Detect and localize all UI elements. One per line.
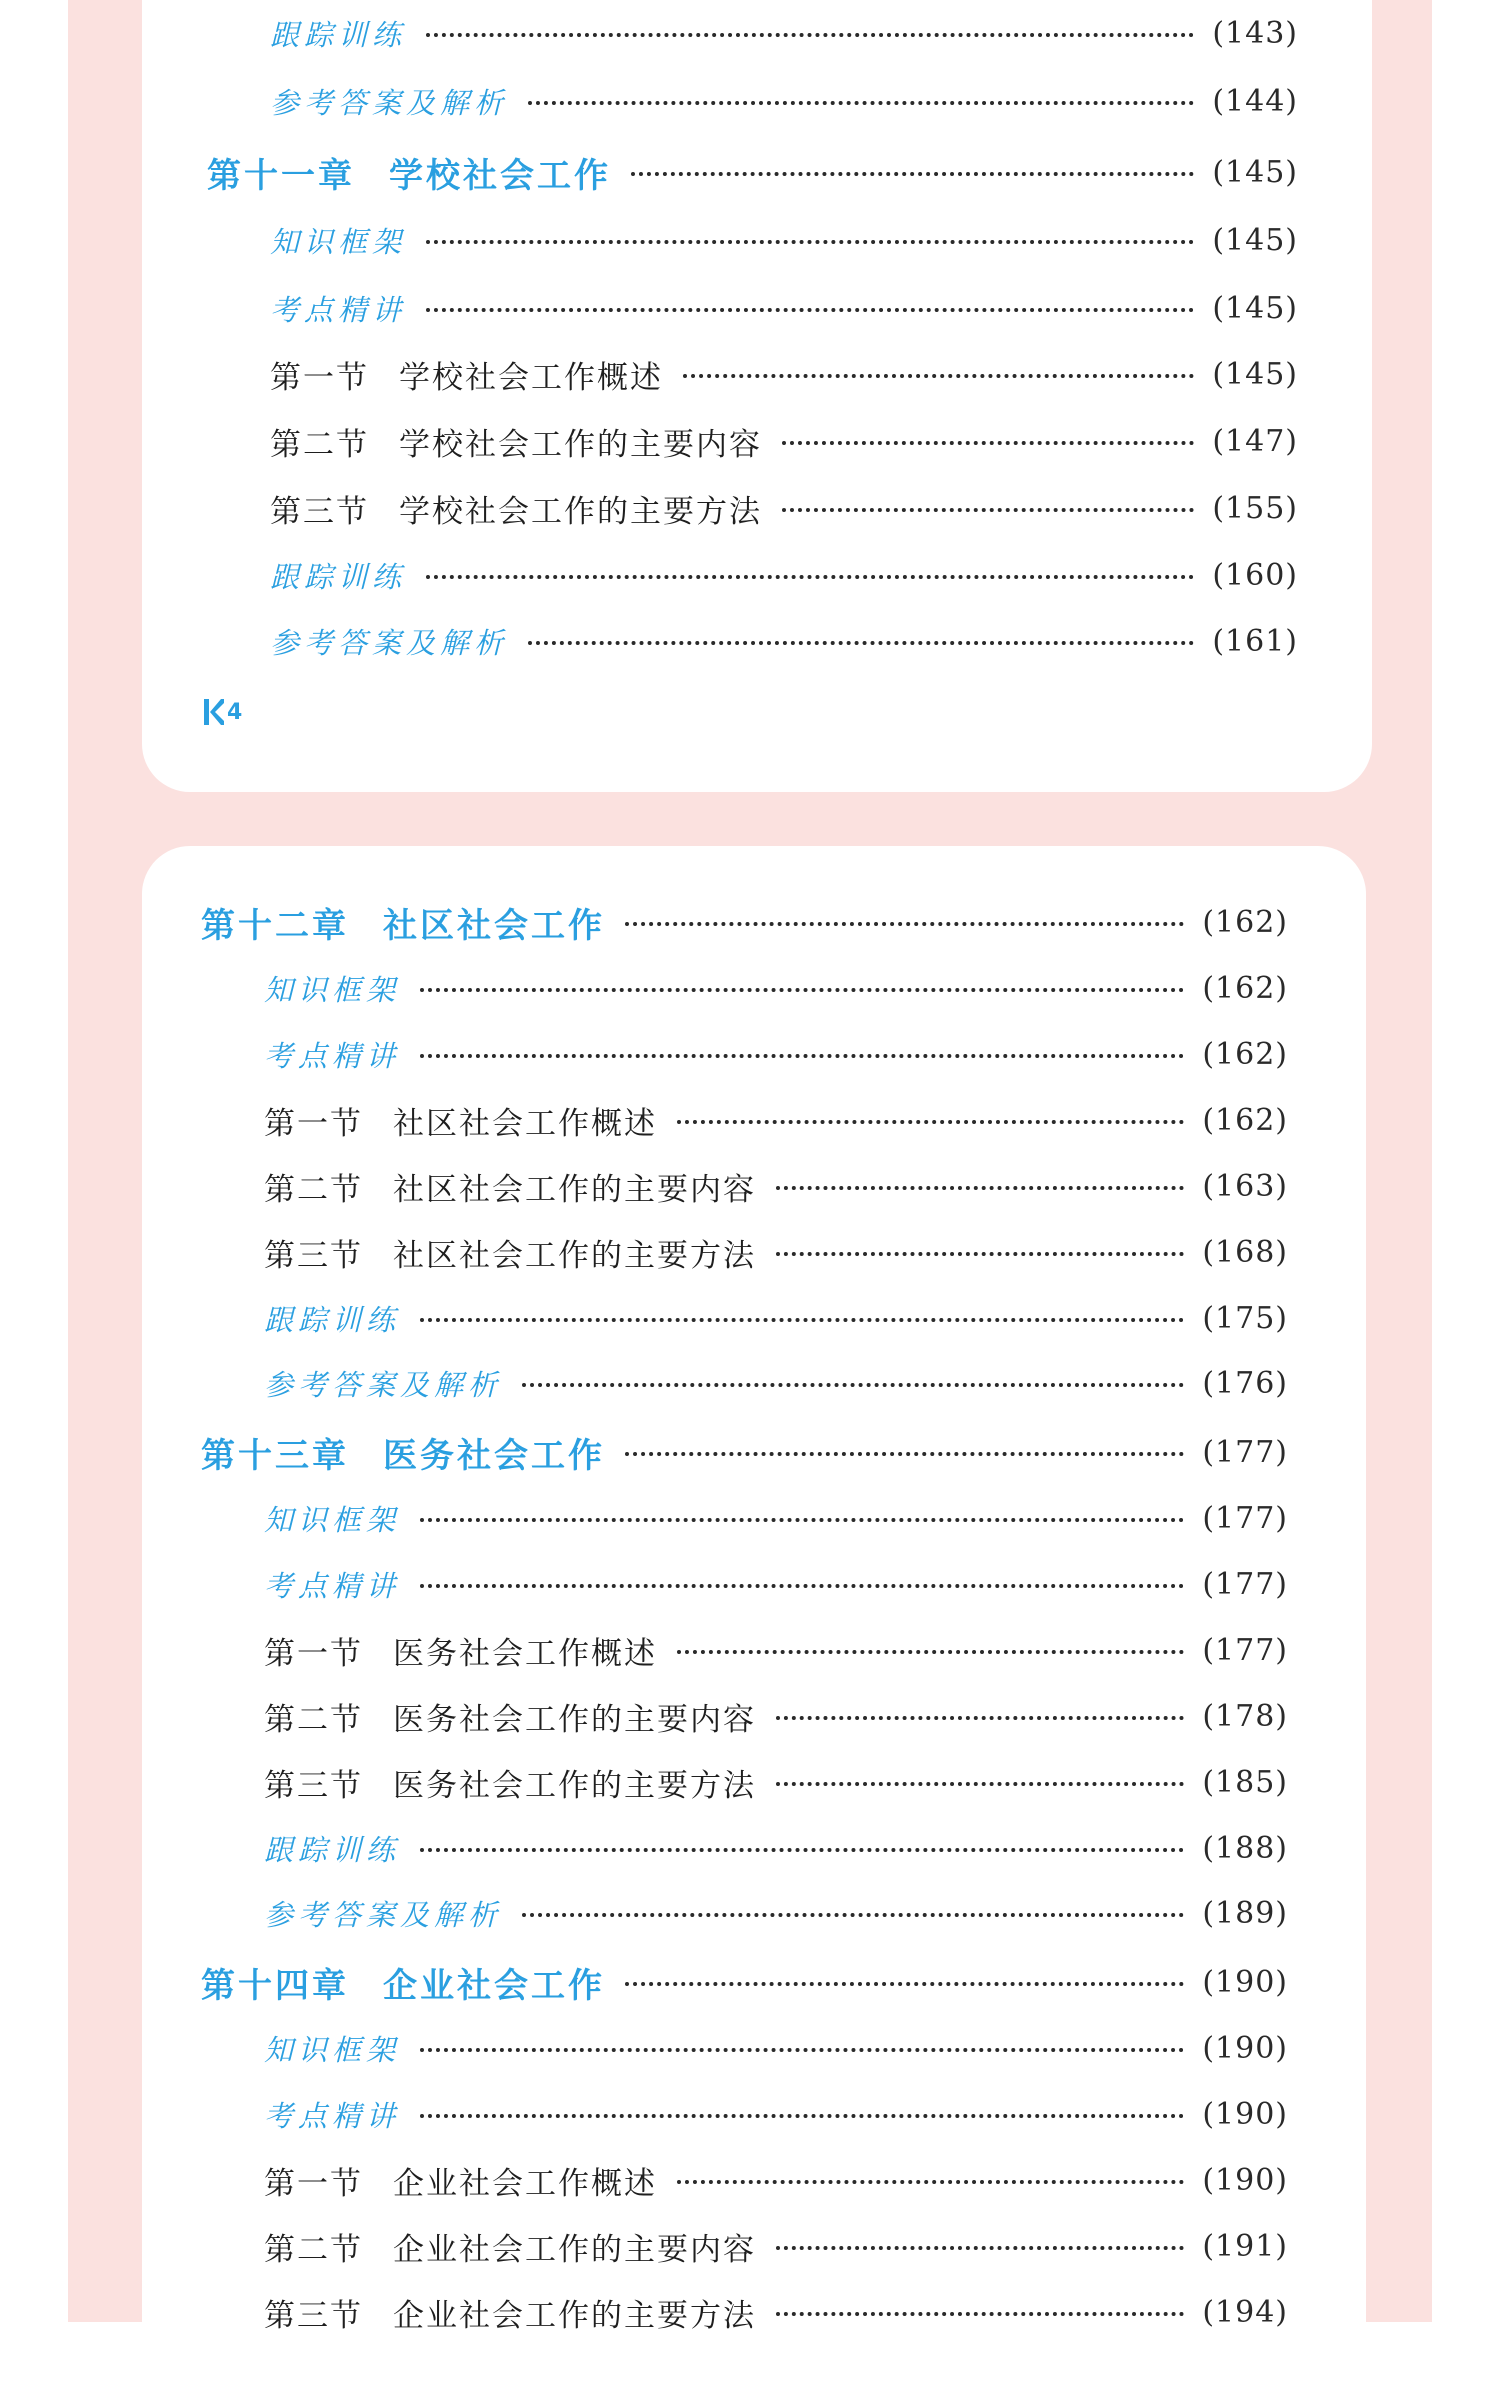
- toc-special-row[interactable]: [264, 1361, 1288, 1405]
- dot-leader: [776, 1716, 1184, 1720]
- dot-leader: [426, 33, 1194, 37]
- section-number: 第三节: [264, 2297, 363, 2334]
- page-reference: (145): [1212, 290, 1298, 326]
- dot-leader: [420, 1848, 1184, 1852]
- dot-leader: [776, 1186, 1184, 1190]
- chapter-title: 社区社会工作: [383, 905, 605, 946]
- toc-section-row[interactable]: [270, 352, 1298, 396]
- page-number: 4: [227, 699, 243, 725]
- special-item-title: 考点精讲: [270, 292, 407, 327]
- dot-leader: [420, 1318, 1184, 1322]
- toc-special-row[interactable]: [264, 1562, 1288, 1606]
- section-number: 第一节: [264, 2165, 363, 2202]
- page-reference: (190): [1202, 2030, 1288, 2066]
- section-heading: [270, 352, 663, 397]
- section-heading: [264, 1164, 756, 1209]
- page-reference: (147): [1212, 423, 1298, 459]
- section-title: 学校社会工作的主要内容: [399, 426, 762, 463]
- toc-section-row[interactable]: [264, 1628, 1288, 1672]
- toc-section-row[interactable]: [264, 1694, 1288, 1738]
- page-reference: (190): [1202, 2162, 1288, 2198]
- dot-leader: [677, 1120, 1184, 1124]
- toc-special-row[interactable]: [270, 79, 1298, 123]
- dot-leader: [420, 2048, 1184, 2052]
- section-heading: [264, 1098, 657, 1143]
- page-reference: (162): [1202, 1102, 1288, 1138]
- dot-leader: [420, 1054, 1184, 1058]
- toc-special-row[interactable]: [264, 2092, 1288, 2136]
- toc-section-row[interactable]: [264, 1164, 1288, 1208]
- dot-leader: [528, 641, 1194, 645]
- special-item-title: 跟踪训练: [270, 17, 407, 52]
- section-title: 医务社会工作概述: [393, 1635, 657, 1672]
- page-reference: (191): [1202, 2228, 1288, 2264]
- section-number: 第二节: [264, 1701, 363, 1738]
- toc-section-row[interactable]: [270, 486, 1298, 530]
- special-item-title: 参考答案及解析: [270, 625, 509, 660]
- toc-chapter-row[interactable]: [201, 1960, 1288, 2004]
- dot-leader: [522, 1383, 1184, 1387]
- section-heading: [264, 2224, 756, 2269]
- toc-special-row[interactable]: [264, 1826, 1288, 1870]
- section-heading: [264, 1230, 756, 1275]
- section-number: 第三节: [264, 1237, 363, 1274]
- k-page-marker-icon: [204, 697, 224, 727]
- chapter-number: 第十一章: [207, 155, 355, 196]
- page-reference: (188): [1202, 1830, 1288, 1866]
- toc-section-row[interactable]: [264, 1760, 1288, 1804]
- special-item-title: 跟踪训练: [264, 1302, 401, 1337]
- page-reference: (155): [1212, 490, 1298, 526]
- section-number: 第一节: [264, 1105, 363, 1142]
- special-item-title: 考点精讲: [264, 1038, 401, 1073]
- special-item-title: 考点精讲: [264, 1568, 401, 1603]
- page-reference: (160): [1212, 557, 1298, 593]
- special-item-title: 知识框架: [264, 2032, 401, 2067]
- dot-leader: [776, 2312, 1184, 2316]
- special-item-title: 知识框架: [264, 1502, 401, 1537]
- section-number: 第一节: [264, 1635, 363, 1672]
- special-item-title: 参考答案及解析: [264, 1897, 503, 1932]
- dot-leader: [776, 1782, 1184, 1786]
- toc-special-row[interactable]: [264, 1496, 1288, 1540]
- section-number: 第二节: [264, 2231, 363, 2268]
- dot-leader: [776, 2246, 1184, 2250]
- dot-leader: [426, 308, 1194, 312]
- dot-leader: [776, 1252, 1184, 1256]
- section-title: 学校社会工作的主要方法: [399, 493, 762, 530]
- special-item-title: 参考答案及解析: [264, 1367, 503, 1402]
- section-title: 企业社会工作概述: [393, 2165, 657, 2202]
- dot-leader: [782, 508, 1194, 512]
- dot-leader: [631, 172, 1194, 176]
- page-reference: (185): [1202, 1764, 1288, 1800]
- dot-leader: [677, 1650, 1184, 1654]
- dot-leader: [683, 374, 1194, 378]
- dot-leader: [420, 1518, 1184, 1522]
- dot-leader: [420, 1584, 1184, 1588]
- toc-special-row[interactable]: [264, 1032, 1288, 1076]
- page-reference: (178): [1202, 1698, 1288, 1734]
- toc-special-row[interactable]: [264, 1296, 1288, 1340]
- chapter-heading: [201, 1428, 605, 1477]
- toc-special-row[interactable]: [264, 1891, 1288, 1935]
- toc-chapter-row[interactable]: [201, 1430, 1288, 1474]
- section-heading: [270, 486, 762, 531]
- section-title: 医务社会工作的主要内容: [393, 1701, 756, 1738]
- toc-special-row[interactable]: [270, 11, 1298, 55]
- toc-special-row[interactable]: [270, 218, 1298, 262]
- page-reference: (143): [1212, 15, 1298, 51]
- page-reference: (177): [1202, 1632, 1288, 1668]
- dot-leader: [426, 575, 1194, 579]
- section-number: 第一节: [270, 359, 369, 396]
- toc-special-row[interactable]: [264, 966, 1288, 1010]
- dot-leader: [522, 1913, 1184, 1917]
- page-marker: [204, 697, 242, 727]
- section-heading: [264, 2290, 756, 2335]
- dot-leader: [420, 988, 1184, 992]
- section-heading: [270, 419, 762, 464]
- section-heading: [264, 1628, 657, 1673]
- section-number: 第三节: [264, 1767, 363, 1804]
- page-reference: (162): [1202, 970, 1288, 1006]
- section-number: 第三节: [270, 493, 369, 530]
- section-heading: [264, 2158, 657, 2203]
- chapter-number: 第十三章: [201, 1435, 349, 1476]
- toc-section-row[interactable]: [264, 1098, 1288, 1142]
- toc-special-row[interactable]: [270, 619, 1298, 663]
- special-item-title: 知识框架: [264, 972, 401, 1007]
- toc-section-row[interactable]: [264, 2224, 1288, 2268]
- page-reference: (145): [1212, 222, 1298, 258]
- chapter-number: 第十二章: [201, 905, 349, 946]
- special-item-title: 跟踪训练: [270, 559, 407, 594]
- chapter-heading: [207, 148, 611, 197]
- chapter-heading: [201, 1958, 605, 2007]
- dot-leader: [677, 2180, 1184, 2184]
- toc-section-row[interactable]: [270, 419, 1298, 463]
- section-number: 第二节: [264, 1171, 363, 1208]
- section-title: 社区社会工作的主要内容: [393, 1171, 756, 1208]
- section-title: 医务社会工作的主要方法: [393, 1767, 756, 1804]
- page-reference: (162): [1202, 904, 1288, 940]
- toc-section-row[interactable]: [264, 2158, 1288, 2202]
- special-item-title: 知识框架: [270, 224, 407, 259]
- section-title: 社区社会工作的主要方法: [393, 1237, 756, 1274]
- page-reference: (144): [1212, 83, 1298, 119]
- dot-leader: [426, 240, 1194, 244]
- chapter-heading: [201, 898, 605, 947]
- dot-leader: [420, 2114, 1184, 2118]
- dot-leader: [625, 1452, 1184, 1456]
- toc-special-row[interactable]: [270, 553, 1298, 597]
- chapter-title: 医务社会工作: [383, 1435, 605, 1476]
- toc-chapter-row[interactable]: [201, 900, 1288, 944]
- page-reference: (176): [1202, 1365, 1288, 1401]
- page-reference: (161): [1212, 623, 1298, 659]
- special-item-title: 跟踪训练: [264, 1832, 401, 1867]
- section-title: 社区社会工作概述: [393, 1105, 657, 1142]
- section-title: 企业社会工作的主要方法: [393, 2297, 756, 2334]
- dot-leader: [625, 1982, 1184, 1986]
- special-item-title: 考点精讲: [264, 2098, 401, 2133]
- page-reference: (190): [1202, 2096, 1288, 2132]
- section-heading: [264, 1760, 756, 1805]
- page-reference: (163): [1202, 1168, 1288, 1204]
- special-item-title: 参考答案及解析: [270, 85, 509, 120]
- chapter-title: 企业社会工作: [383, 1965, 605, 2006]
- page-reference: (177): [1202, 1434, 1288, 1470]
- toc-section-row[interactable]: [264, 2290, 1288, 2334]
- toc-special-row[interactable]: [264, 2026, 1288, 2070]
- toc-special-row[interactable]: [270, 286, 1298, 330]
- dot-leader: [528, 101, 1194, 105]
- toc-section-row[interactable]: [264, 1230, 1288, 1274]
- page-reference: (194): [1202, 2294, 1288, 2330]
- toc-card-bottom: [142, 846, 1366, 2386]
- chapter-number: 第十四章: [201, 1965, 349, 2006]
- page-reference: (177): [1202, 1500, 1288, 1536]
- chapter-title: 学校社会工作: [389, 155, 611, 196]
- page-reference: (189): [1202, 1895, 1288, 1931]
- page-reference: (162): [1202, 1036, 1288, 1072]
- page-reference: (190): [1202, 1964, 1288, 2000]
- page-reference: (145): [1212, 154, 1298, 190]
- section-number: 第二节: [270, 426, 369, 463]
- section-title: 企业社会工作的主要内容: [393, 2231, 756, 2268]
- dot-leader: [625, 922, 1184, 926]
- section-heading: [264, 1694, 756, 1739]
- toc-chapter-row[interactable]: [207, 150, 1298, 194]
- page-reference: (177): [1202, 1566, 1288, 1602]
- page-reference: (175): [1202, 1300, 1288, 1336]
- section-title: 学校社会工作概述: [399, 359, 663, 396]
- page-reference: (145): [1212, 356, 1298, 392]
- dot-leader: [782, 441, 1194, 445]
- page-reference: (168): [1202, 1234, 1288, 1270]
